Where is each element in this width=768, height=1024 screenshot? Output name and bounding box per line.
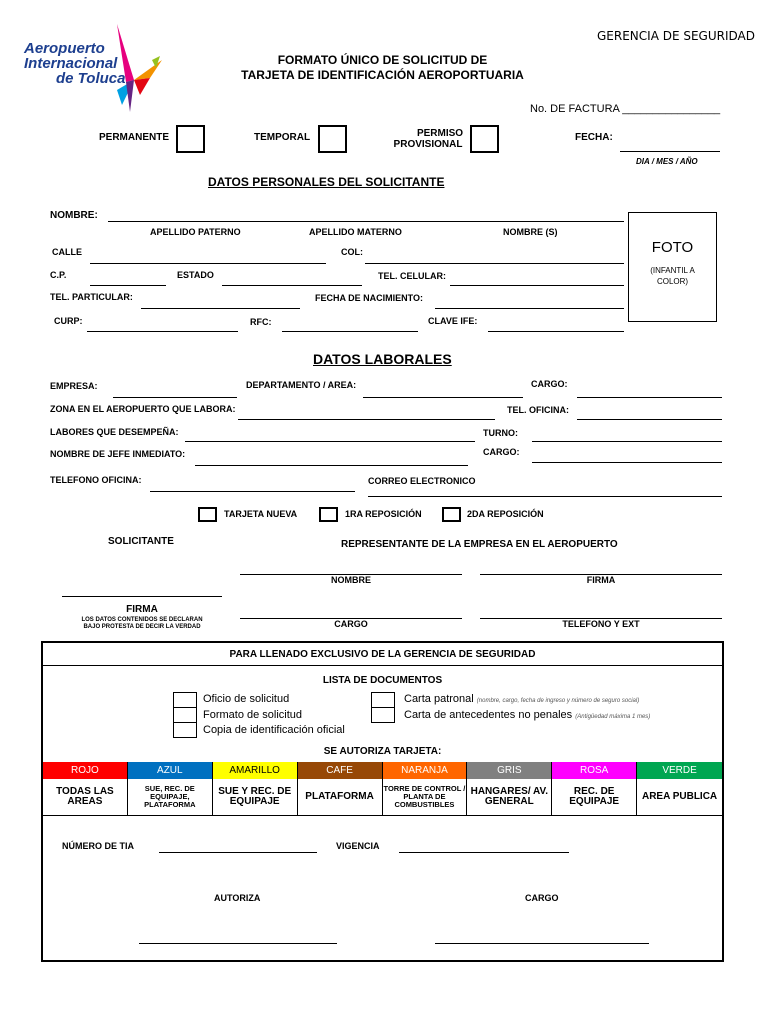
doc-copia-checkbox[interactable] bbox=[173, 722, 197, 738]
fecha-hint: DIA / MES / AÑO bbox=[636, 157, 698, 166]
security-title: PARA LLENADO EXCLUSIVO DE LA GERENCIA DE SEGURIDAD bbox=[43, 643, 722, 666]
rep-cargo-label: CARGO bbox=[334, 619, 368, 629]
zone-color-cafe: CAFE bbox=[298, 762, 383, 779]
empresa-line[interactable] bbox=[113, 397, 237, 398]
zone-desc-text: TORRE DE CONTROL / PLANTA DE COMBUSTIBLES bbox=[383, 784, 466, 809]
personal-section-title: DATOS PERSONALES DEL SOLICITANTE bbox=[208, 175, 445, 189]
permanente-checkbox[interactable] bbox=[176, 125, 205, 153]
zone-desc-text: PLATAFORMA bbox=[305, 791, 374, 802]
departamento-label: DEPARTAMENTO / AREA: bbox=[246, 380, 357, 390]
zona-line[interactable] bbox=[238, 419, 495, 420]
logo-text-2: Internacional bbox=[24, 55, 118, 72]
jefe-label: NOMBRE DE JEFE INMEDIATO: bbox=[50, 449, 186, 459]
rep-firma-label: FIRMA bbox=[586, 575, 616, 585]
doc-patronal-text: Carta patronal bbox=[404, 693, 474, 705]
estado-line[interactable] bbox=[222, 285, 362, 286]
doc-copia-label: Copia de identificación oficial bbox=[203, 724, 345, 736]
zone-color-verde: VERDE bbox=[637, 762, 722, 779]
apellido-paterno-hint: APELLIDO PATERNO bbox=[150, 227, 241, 237]
zone-color-amarillo: AMARILLO bbox=[213, 762, 298, 779]
doc-antecedentes-label bbox=[404, 709, 650, 721]
reposicion2-label: 2DA REPOSICIÓN bbox=[467, 509, 544, 519]
protesta-2: BAJO PROTESTA DE DECIR LA VERDAD bbox=[83, 624, 201, 630]
cargo-seg-label: CARGO bbox=[525, 893, 559, 903]
fecha-nacimiento-label: FECHA DE NACIMIENTO: bbox=[315, 293, 423, 303]
permanente-label: PERMANENTE bbox=[99, 132, 170, 143]
airport-logo bbox=[22, 20, 167, 120]
cp-line[interactable] bbox=[90, 285, 166, 286]
zone-desc-verde bbox=[637, 779, 722, 815]
cp-label: C.P. bbox=[50, 270, 67, 280]
correo-label: CORREO ELECTRONICO bbox=[368, 476, 476, 486]
tel-particular-line[interactable] bbox=[141, 308, 300, 309]
cargo2-line[interactable] bbox=[532, 462, 722, 463]
cargo-line[interactable] bbox=[577, 397, 722, 398]
rep-telefono-label: TELEFONO Y EXT bbox=[562, 619, 640, 629]
logo-text-3: de Toluca bbox=[56, 70, 126, 87]
zone-desc-cafe bbox=[298, 779, 383, 815]
temporal-checkbox[interactable] bbox=[318, 125, 347, 153]
clave-ife-line[interactable] bbox=[488, 331, 624, 332]
cargo2-label: CARGO: bbox=[483, 447, 520, 457]
nombre-line[interactable] bbox=[108, 221, 624, 222]
correo-line[interactable] bbox=[368, 496, 722, 497]
zone-desc-text: AREA PUBLICA bbox=[641, 791, 718, 802]
doc-patronal-label bbox=[404, 693, 639, 705]
foto-hint-2: COLOR) bbox=[656, 277, 689, 286]
foto-label: FOTO bbox=[651, 239, 694, 256]
zone-color-rojo: ROJO bbox=[43, 762, 128, 779]
empresa-label: EMPRESA: bbox=[50, 381, 98, 391]
numero-tia-line[interactable] bbox=[159, 852, 317, 853]
estado-label: ESTADO bbox=[177, 270, 214, 280]
zone-color-rosa: ROSA bbox=[552, 762, 637, 779]
nueva-label: TARJETA NUEVA bbox=[224, 509, 298, 519]
logo-text-1: Aeropuerto bbox=[24, 40, 105, 57]
foto-hint-1: (INFANTIL A bbox=[650, 266, 695, 275]
lista-title: LISTA DE DOCUMENTOS bbox=[322, 675, 443, 686]
reposicion1-label: 1RA REPOSICIÓN bbox=[345, 509, 422, 519]
numero-tia-label: NÚMERO DE TIA bbox=[62, 841, 134, 851]
foto-box[interactable] bbox=[628, 212, 717, 322]
zone-desc-text: SUE Y REC. DE EQUIPAJE bbox=[218, 786, 292, 807]
turno-label: TURNO: bbox=[483, 428, 518, 438]
gerencia-header: GERENCIA DE SEGURIDAD bbox=[597, 29, 755, 43]
doc-antecedentes-note: (Antigüedad máxima 1 mes) bbox=[575, 714, 651, 720]
cargo-seg-line[interactable] bbox=[435, 943, 649, 944]
zone-desc-gris bbox=[467, 779, 552, 815]
departamento-line[interactable] bbox=[363, 397, 523, 398]
zone-desc-naranja bbox=[383, 779, 468, 815]
vigencia-line[interactable] bbox=[399, 852, 569, 853]
jefe-line[interactable] bbox=[195, 465, 468, 466]
nombre-label: NOMBRE: bbox=[50, 210, 98, 221]
temporal-label: TEMPORAL bbox=[254, 132, 311, 143]
representante-label: REPRESENTANTE DE LA EMPRESA EN EL AEROPUERTO bbox=[341, 539, 618, 550]
tel-celular-label: TEL. CELULAR: bbox=[378, 271, 446, 281]
doc-formato-label: Formato de solicitud bbox=[203, 709, 303, 721]
turno-line[interactable] bbox=[532, 441, 722, 442]
form-title-2: TARJETA DE IDENTIFICACIÓN AEROPORTUARIA bbox=[241, 68, 524, 82]
doc-oficio-checkbox[interactable] bbox=[173, 692, 197, 708]
zone-desc-text: REC. DE EQUIPAJE bbox=[569, 786, 620, 807]
reposicion2-checkbox[interactable] bbox=[442, 507, 461, 522]
factura-field[interactable]: No. DE FACTURA ________________ bbox=[530, 103, 721, 115]
permiso-label-1: PERMISO bbox=[416, 128, 464, 139]
nueva-checkbox[interactable] bbox=[198, 507, 217, 522]
solicitante-label: SOLICITANTE bbox=[108, 536, 174, 547]
col-line[interactable] bbox=[365, 263, 624, 264]
zone-desc-azul bbox=[128, 779, 213, 815]
cargo-label: CARGO: bbox=[531, 379, 568, 389]
permiso-label-2: PROVISIONAL bbox=[393, 139, 463, 150]
telefono-oficina-label: TELEFONO OFICINA: bbox=[50, 475, 142, 485]
doc-antecedentes-checkbox[interactable] bbox=[371, 707, 395, 723]
doc-oficio-label: Oficio de solicitud bbox=[203, 693, 290, 705]
col-label: COL: bbox=[341, 247, 363, 257]
zone-desc-amarillo bbox=[213, 779, 298, 815]
nombres-hint: NOMBRE (S) bbox=[503, 227, 558, 237]
zone-desc-text: SUE, REC. DE EQUIPAJE, PLATAFORMA bbox=[144, 784, 196, 809]
tel-particular-label: TEL. PARTICULAR: bbox=[50, 292, 133, 302]
zone-color-gris: GRIS bbox=[467, 762, 552, 779]
zona-label: ZONA EN EL AEROPUERTO QUE LABORA: bbox=[50, 404, 236, 414]
zone-desc-rojo bbox=[43, 779, 128, 815]
zone-desc-text: TODAS LAS AREAS bbox=[56, 786, 114, 807]
zone-color-azul: AZUL bbox=[128, 762, 213, 779]
firma-label: FIRMA bbox=[126, 604, 158, 615]
laboral-section-title: DATOS LABORALES bbox=[313, 351, 452, 367]
tel-oficina-line[interactable] bbox=[577, 419, 722, 420]
fecha-label: FECHA: bbox=[575, 132, 613, 143]
calle-line[interactable] bbox=[90, 263, 326, 264]
doc-formato-checkbox[interactable] bbox=[173, 707, 197, 723]
apellido-materno-hint: APELLIDO MATERNO bbox=[309, 227, 402, 237]
fecha-line[interactable] bbox=[620, 151, 720, 152]
rep-nombre-label: NOMBRE bbox=[331, 575, 371, 585]
tel-oficina-label: TEL. OFICINA: bbox=[507, 405, 569, 415]
calle-label: CALLE bbox=[52, 247, 82, 257]
curp-line[interactable] bbox=[87, 331, 238, 332]
autoriza-title: SE AUTORIZA TARJETA: bbox=[323, 746, 442, 757]
autoriza-label: AUTORIZA bbox=[214, 893, 261, 903]
doc-antecedentes-text: Carta de antecedentes no penales bbox=[404, 709, 573, 721]
protesta-1: LOS DATOS CONTENIDOS SE DECLARAN bbox=[81, 617, 203, 623]
autoriza-line[interactable] bbox=[139, 943, 337, 944]
zone-color-naranja: NARANJA bbox=[383, 762, 468, 779]
provisional-checkbox[interactable] bbox=[470, 125, 499, 153]
curp-label: CURP: bbox=[54, 316, 83, 326]
zone-desc-rosa bbox=[552, 779, 637, 815]
clave-ife-label: CLAVE IFE: bbox=[428, 316, 478, 326]
rfc-label: RFC: bbox=[250, 317, 272, 327]
rfc-line[interactable] bbox=[282, 331, 418, 332]
tel-celular-line[interactable] bbox=[450, 285, 624, 286]
vigencia-label: VIGENCIA bbox=[336, 841, 380, 851]
fecha-nacimiento-line[interactable] bbox=[435, 308, 624, 309]
reposicion1-checkbox[interactable] bbox=[319, 507, 338, 522]
solicitante-firma-line[interactable] bbox=[62, 596, 222, 597]
labores-line[interactable] bbox=[185, 441, 475, 442]
labores-label: LABORES QUE DESEMPEÑA: bbox=[50, 427, 179, 437]
zone-desc-text: HANGARES/ AV. GENERAL bbox=[470, 786, 549, 807]
doc-patronal-note: (nombre, cargo, fecha de ingreso y número de seguro social) bbox=[476, 698, 640, 704]
telefono-oficina-line[interactable] bbox=[150, 491, 355, 492]
form-title-1: FORMATO ÚNICO DE SOLICITUD DE bbox=[277, 53, 488, 67]
doc-patronal-checkbox[interactable] bbox=[371, 692, 395, 708]
